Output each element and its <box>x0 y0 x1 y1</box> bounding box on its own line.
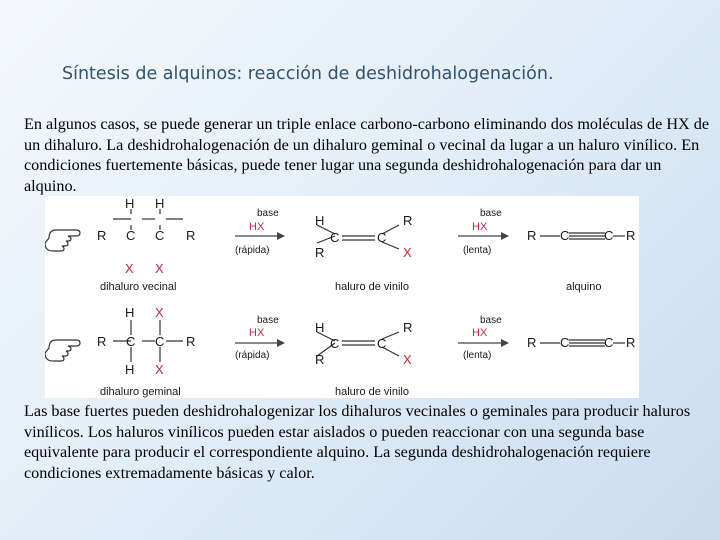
atom-r: R <box>315 352 325 367</box>
atom-c: C <box>560 335 570 350</box>
label-haluro-vinilo: haluro de vinilo <box>335 386 409 398</box>
atom-x: X <box>155 362 164 377</box>
atom-h: H <box>125 305 135 320</box>
atom-r: R <box>97 334 107 349</box>
atom-r: R <box>626 335 636 350</box>
atom-c: C <box>377 336 387 351</box>
atom-c: C <box>155 334 165 349</box>
atom-x: X <box>155 305 164 320</box>
reagent-base: base <box>257 208 279 219</box>
atom-c: C <box>604 335 614 350</box>
atom-c: C <box>155 228 165 243</box>
reagent-hx: HX <box>249 221 265 233</box>
reagent-hx: HX <box>472 327 488 339</box>
atom-r: R <box>186 334 196 349</box>
reagent-base: base <box>480 208 502 219</box>
atom-r: R <box>97 228 107 243</box>
atom-r: R <box>315 245 325 260</box>
atom-h: H <box>315 320 325 335</box>
atom-h: H <box>315 213 325 228</box>
reaction-figure <box>45 196 639 398</box>
label-alquino: alquino <box>566 281 602 293</box>
condition-rapida: (rápida) <box>235 245 270 256</box>
atom-r: R <box>527 335 537 350</box>
atom-r: R <box>403 213 413 228</box>
atom-c: C <box>126 334 136 349</box>
condition-lenta: (lenta) <box>463 245 492 256</box>
pointing-hand-icon <box>45 340 80 361</box>
reagent-hx: HX <box>472 221 488 233</box>
reagent-base: base <box>257 315 279 326</box>
reaction-scheme <box>45 196 639 398</box>
condition-rapida: (rápida) <box>235 350 270 361</box>
pointing-hand-icon <box>45 230 80 251</box>
slide-title: Síntesis de alquinos: reacción de deshidrohalogenación. <box>62 64 554 84</box>
atom-h: H <box>125 196 135 211</box>
condition-lenta: (lenta) <box>463 350 492 361</box>
atom-h: H <box>155 196 165 211</box>
atom-x: X <box>155 261 164 276</box>
atom-c: C <box>560 228 570 243</box>
atom-x: X <box>125 261 134 276</box>
atom-x: X <box>403 352 412 367</box>
atom-x: X <box>403 245 412 260</box>
reagent-base: base <box>480 315 502 326</box>
explanation-paragraph: Las base fuertes pueden deshidrohalogenizar los dihaluros vecinales o geminales para producir haluros vinílicos. Los haluros vinílicos pueden estar aislados o pueden reaccionar con una segunda base equivalente para producir el correspondiente alquino. La segunda deshidrohalogenación requiere condiciones extremadamente básicas y calor. <box>24 402 691 482</box>
atom-r: R <box>527 228 537 243</box>
label-dihaluro-vecinal: dihaluro vecinal <box>100 281 177 293</box>
atom-c: C <box>330 336 340 351</box>
atom-r: R <box>186 228 196 243</box>
reagent-hx: HX <box>249 327 265 339</box>
label-dihaluro-geminal: dihaluro geminal <box>100 386 181 398</box>
atom-c: C <box>126 228 136 243</box>
intro-paragraph: En algunos casos, se puede generar un triple enlace carbono-carbono eliminando dos moléculas de HX de un dihaluro. La deshidrohalogenación de un dihaluro geminal o vecinal da lugar a un haluro vinílico. En condiciones fuertemente básicas, puede tener lugar una segunda deshidrohalogenación para dar un alquino. <box>24 115 710 195</box>
label-haluro-vinilo: haluro de vinilo <box>335 281 409 293</box>
atom-r: R <box>403 320 413 335</box>
atom-c: C <box>330 230 340 245</box>
atom-r: R <box>626 228 636 243</box>
atom-c: C <box>604 228 614 243</box>
atom-c: C <box>377 230 387 245</box>
atom-h: H <box>125 362 135 377</box>
